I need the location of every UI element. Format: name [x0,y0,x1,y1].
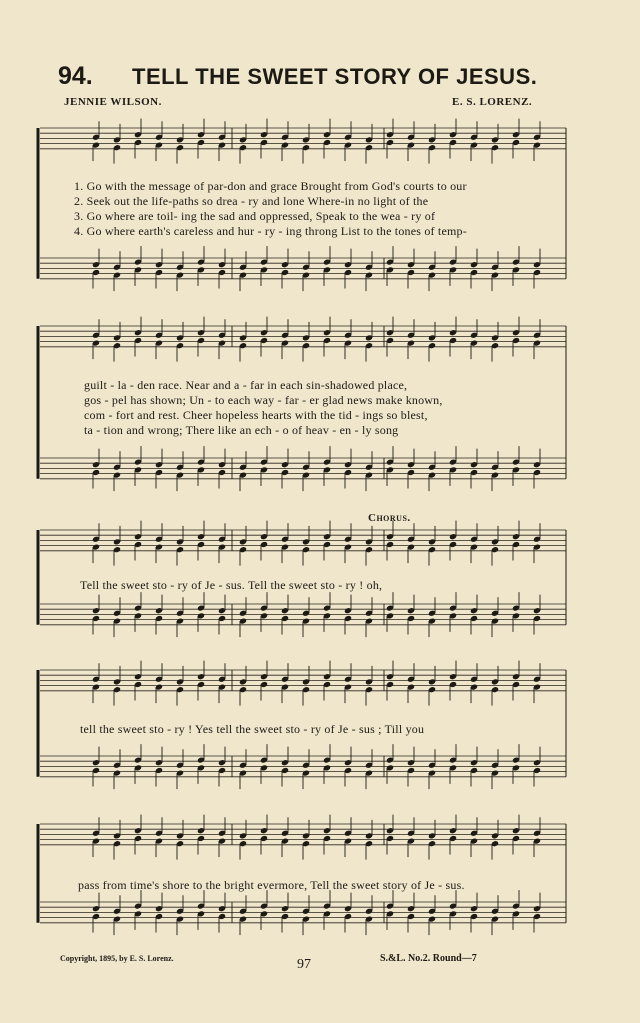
lyricist-credit: JENNIE WILSON. [64,96,162,108]
chorus-line-3: pass from time's shore to the bright evermore, Tell the sweet story of Je - sus. [78,878,465,892]
composer-credit: E. S. LORENZ. [452,96,533,108]
chorus-label: Chorus. [368,512,411,524]
chorus-line-2: tell the sweet sto - ry ! Yes tell the sweet sto - ry of Je - sus ; Till you [80,722,425,736]
verse-1-continuation: guilt - la - den race. Near and a - far in each sin-shadowed place, [84,378,408,392]
verse-3-continuation: com - fort and rest. Cheer hopeless hearts with the tid - ings so blest, [84,408,428,422]
staff-lines [38,128,566,923]
verse-3-line: 3. Go where are toil- ing the sad and oppressed, Speak to the wea - ry of [74,209,436,223]
page-number: 97 [297,957,311,972]
verse-2-line: 2. Seek out the life-paths so drea - ry and lone Where-in no light of the [74,194,429,208]
verse-4-continuation: ta - tion and wrong; There like an ech - o of heav - en - ly song [84,423,399,437]
hymn-title: TELL THE SWEET STORY OF JESUS. [132,64,538,89]
verse-1-line: 1. Go with the message of par-don and grace Brought from God's courts to our [74,179,467,193]
series-label: S.&L. No.2. Round—7 [380,953,477,964]
verse-4-line: 4. Go where earth's careless and hur - ry - ing throng List to the tones of temp- [74,224,467,238]
hymn-number: 94. [58,62,93,90]
copyright-notice: Copyright, 1895, by E. S. Lorenz. [60,954,174,963]
chorus-line-1: Tell the sweet sto - ry of Je - sus. Tell the sweet sto - ry ! oh, [80,578,383,592]
verse-2-continuation: gos - pel has shown; Un - to each way - far - er glad news make known, [84,393,443,407]
note-heads [92,119,541,935]
